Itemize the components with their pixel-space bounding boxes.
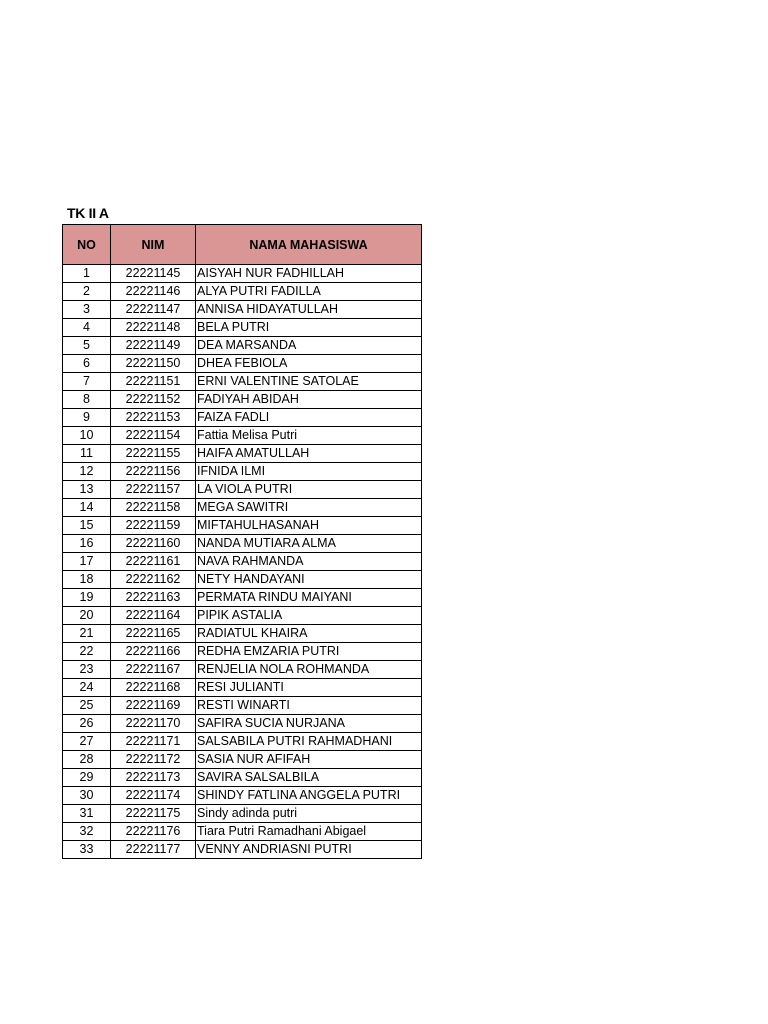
column-header-no: NO (63, 225, 111, 265)
table-row (63, 787, 422, 805)
student-name-cell: PIPIK ASTALIA (196, 607, 422, 625)
row-number-cell: 28 (63, 751, 111, 769)
table-row (63, 319, 422, 337)
table-row (63, 823, 422, 841)
nim-cell: 22221160 (111, 535, 196, 553)
table-row (63, 337, 422, 355)
student-name-cell: Sindy adinda putri (196, 805, 422, 823)
student-name-cell: Fattia Melisa Putri (196, 427, 422, 445)
row-number-cell: 11 (63, 445, 111, 463)
table-row (63, 265, 422, 283)
nim-cell: 22221165 (111, 625, 196, 643)
row-number-cell: 8 (63, 391, 111, 409)
student-name-cell: HAIFA AMATULLAH (196, 445, 422, 463)
table-header-row (63, 225, 422, 265)
student-name-cell: ERNI VALENTINE SATOLAE (196, 373, 422, 391)
nim-cell: 22221151 (111, 373, 196, 391)
row-number-cell: 20 (63, 607, 111, 625)
student-name-cell: ANNISA HIDAYATULLAH (196, 301, 422, 319)
student-name-cell: PERMATA RINDU MAIYANI (196, 589, 422, 607)
row-number-cell: 30 (63, 787, 111, 805)
nim-cell: 22221162 (111, 571, 196, 589)
nim-cell: 22221174 (111, 787, 196, 805)
table-row (63, 661, 422, 679)
row-number-cell: 2 (63, 283, 111, 301)
table-row (63, 607, 422, 625)
nim-cell: 22221173 (111, 769, 196, 787)
nim-cell: 22221161 (111, 553, 196, 571)
table-row (63, 841, 422, 859)
nim-cell: 22221177 (111, 841, 196, 859)
row-number-cell: 16 (63, 535, 111, 553)
row-number-cell: 19 (63, 589, 111, 607)
row-number-cell: 4 (63, 319, 111, 337)
row-number-cell: 12 (63, 463, 111, 481)
table-row (63, 283, 422, 301)
student-name-cell: DEA MARSANDA (196, 337, 422, 355)
nim-cell: 22221158 (111, 499, 196, 517)
student-name-cell: DHEA FEBIOLA (196, 355, 422, 373)
row-number-cell: 22 (63, 643, 111, 661)
row-number-cell: 33 (63, 841, 111, 859)
table-row (63, 805, 422, 823)
table-row (63, 445, 422, 463)
nim-cell: 22221149 (111, 337, 196, 355)
row-number-cell: 15 (63, 517, 111, 535)
student-name-cell: FADIYAH ABIDAH (196, 391, 422, 409)
student-name-cell: REDHA EMZARIA PUTRI (196, 643, 422, 661)
table-row (63, 571, 422, 589)
nim-cell: 22221145 (111, 265, 196, 283)
row-number-cell: 9 (63, 409, 111, 427)
table-row (63, 535, 422, 553)
table-row (63, 679, 422, 697)
row-number-cell: 21 (63, 625, 111, 643)
table-row (63, 751, 422, 769)
student-name-cell: NANDA MUTIARA ALMA (196, 535, 422, 553)
table-row (63, 499, 422, 517)
table-row (63, 733, 422, 751)
student-name-cell: SASIA NUR AFIFAH (196, 751, 422, 769)
table-row (63, 517, 422, 535)
row-number-cell: 17 (63, 553, 111, 571)
row-number-cell: 6 (63, 355, 111, 373)
nim-cell: 22221171 (111, 733, 196, 751)
nim-cell: 22221159 (111, 517, 196, 535)
student-name-cell: SAFIRA SUCIA NURJANA (196, 715, 422, 733)
nim-cell: 22221155 (111, 445, 196, 463)
nim-cell: 22221148 (111, 319, 196, 337)
nim-cell: 22221156 (111, 463, 196, 481)
student-name-cell: AISYAH NUR FADHILLAH (196, 265, 422, 283)
nim-cell: 22221172 (111, 751, 196, 769)
table-row (63, 697, 422, 715)
nim-cell: 22221164 (111, 607, 196, 625)
row-number-cell: 5 (63, 337, 111, 355)
student-name-cell: ALYA PUTRI FADILLA (196, 283, 422, 301)
table-row (63, 625, 422, 643)
table-row (63, 643, 422, 661)
column-header-name: NAMA MAHASISWA (196, 225, 422, 265)
nim-cell: 22221166 (111, 643, 196, 661)
row-number-cell: 13 (63, 481, 111, 499)
nim-cell: 22221147 (111, 301, 196, 319)
nim-cell: 22221175 (111, 805, 196, 823)
table-row (63, 589, 422, 607)
nim-cell: 22221157 (111, 481, 196, 499)
row-number-cell: 27 (63, 733, 111, 751)
student-name-cell: RENJELIA NOLA ROHMANDA (196, 661, 422, 679)
row-number-cell: 25 (63, 697, 111, 715)
table-row (63, 463, 422, 481)
student-name-cell: SHINDY FATLINA ANGGELA PUTRI (196, 787, 422, 805)
table-row (63, 553, 422, 571)
table-body (63, 265, 422, 859)
nim-cell: 22221169 (111, 697, 196, 715)
nim-cell: 22221168 (111, 679, 196, 697)
nim-cell: 22221152 (111, 391, 196, 409)
table-row (63, 355, 422, 373)
row-number-cell: 3 (63, 301, 111, 319)
student-name-cell: RESI JULIANTI (196, 679, 422, 697)
student-name-cell: NETY HANDAYANI (196, 571, 422, 589)
table-row (63, 373, 422, 391)
table-row (63, 409, 422, 427)
table-row (63, 301, 422, 319)
student-name-cell: RADIATUL KHAIRA (196, 625, 422, 643)
row-number-cell: 26 (63, 715, 111, 733)
nim-cell: 22221150 (111, 355, 196, 373)
student-name-cell: BELA PUTRI (196, 319, 422, 337)
nim-cell: 22221146 (111, 283, 196, 301)
row-number-cell: 32 (63, 823, 111, 841)
student-name-cell: MEGA SAWITRI (196, 499, 422, 517)
student-name-cell: RESTI WINARTI (196, 697, 422, 715)
student-name-cell: SAVIRA SALSALBILA (196, 769, 422, 787)
class-title: TK II A (67, 205, 109, 221)
table-row (63, 481, 422, 499)
column-header-nim: NIM (111, 225, 196, 265)
row-number-cell: 23 (63, 661, 111, 679)
student-name-cell: Tiara Putri Ramadhani Abigael (196, 823, 422, 841)
student-roster-table (62, 224, 422, 859)
row-number-cell: 14 (63, 499, 111, 517)
student-name-cell: NAVA RAHMANDA (196, 553, 422, 571)
table-row (63, 769, 422, 787)
nim-cell: 22221154 (111, 427, 196, 445)
student-name-cell: LA VIOLA PUTRI (196, 481, 422, 499)
student-name-cell: IFNIDA ILMI (196, 463, 422, 481)
row-number-cell: 7 (63, 373, 111, 391)
row-number-cell: 10 (63, 427, 111, 445)
row-number-cell: 29 (63, 769, 111, 787)
row-number-cell: 31 (63, 805, 111, 823)
row-number-cell: 18 (63, 571, 111, 589)
nim-cell: 22221170 (111, 715, 196, 733)
row-number-cell: 1 (63, 265, 111, 283)
row-number-cell: 24 (63, 679, 111, 697)
nim-cell: 22221163 (111, 589, 196, 607)
student-name-cell: FAIZA FADLI (196, 409, 422, 427)
student-name-cell: MIFTAHULHASANAH (196, 517, 422, 535)
student-name-cell: SALSABILA PUTRI RAHMADHANI (196, 733, 422, 751)
table-row (63, 427, 422, 445)
nim-cell: 22221176 (111, 823, 196, 841)
table-row (63, 715, 422, 733)
nim-cell: 22221153 (111, 409, 196, 427)
table-row (63, 391, 422, 409)
student-name-cell: VENNY ANDRIASNI PUTRI (196, 841, 422, 859)
nim-cell: 22221167 (111, 661, 196, 679)
